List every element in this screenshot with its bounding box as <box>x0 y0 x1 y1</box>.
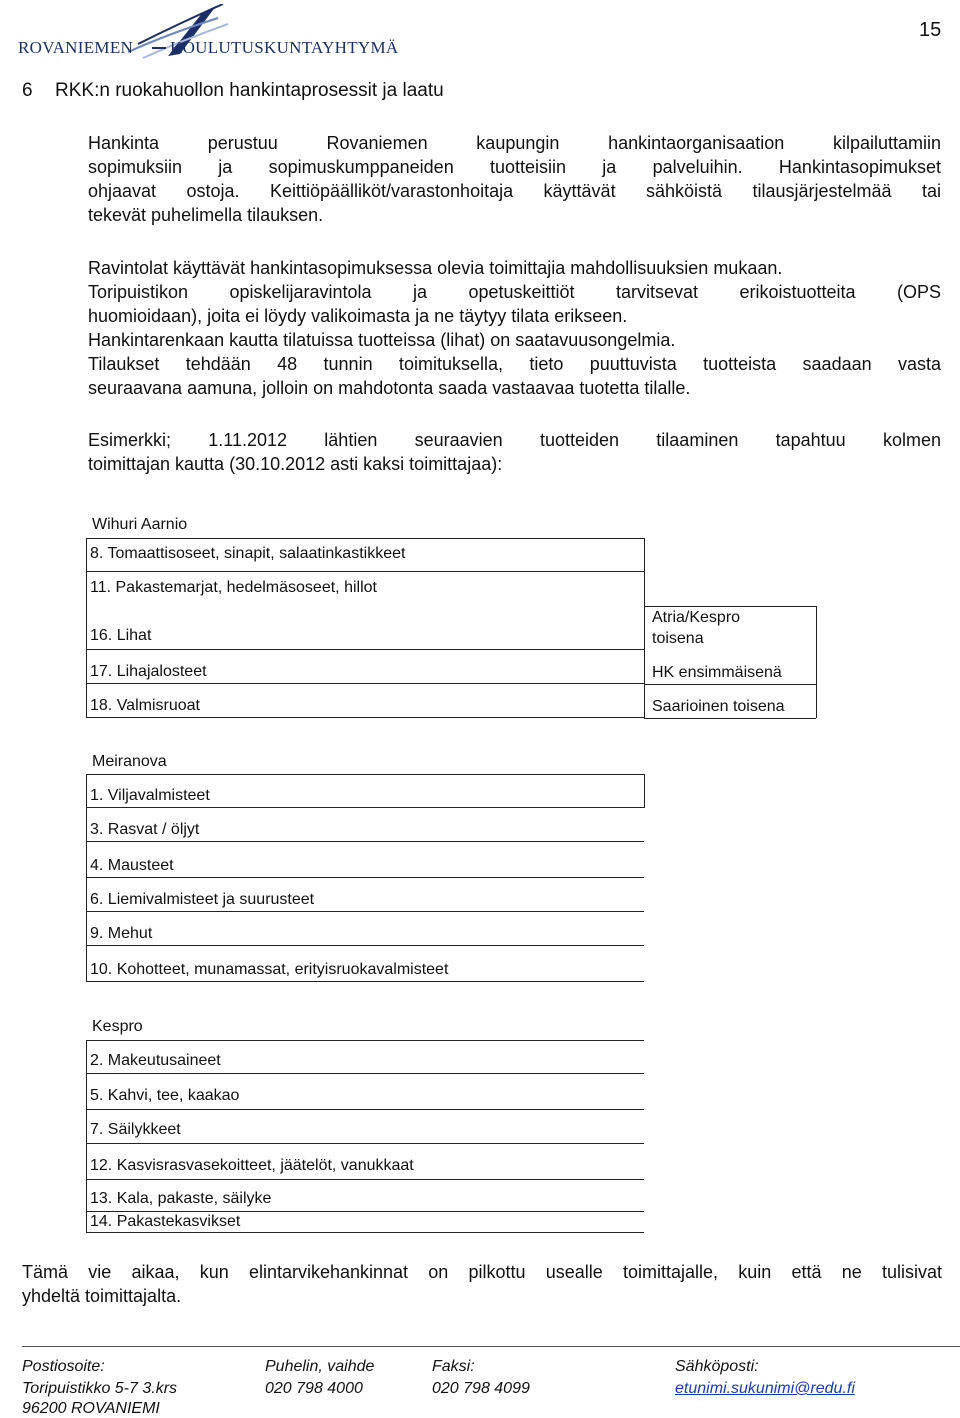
alternate-supplier-line: Atria/Kespro <box>652 609 741 626</box>
text-line: Hankinta perustuu Rovaniemen kaupungin hankintaorganisaation kilpailuttamiin <box>88 133 941 153</box>
footer-fax-label: Faksi: <box>432 1358 475 1375</box>
table-row: 18. Valmisruoat <box>86 684 644 718</box>
text-line: toimittajan kautta (30.10.2012 asti kaksi toimittajaa): <box>88 454 503 474</box>
table-rule <box>644 774 645 808</box>
logo <box>18 4 399 62</box>
alternate-supplier-valmisruoat: Saarioinen toisena <box>652 698 785 715</box>
text-line: Toripuistikon opiskelijaravintola ja opetuskeittiöt tarvitsevat erikoistuotteita (OPS <box>88 282 941 302</box>
section-title: RKK:n ruokahuollon hankintaprosessit ja laatu <box>55 80 444 101</box>
table-rule <box>644 718 816 719</box>
table-row: 8. Tomaattisoseet, sinapit, salaatinkastikkeet <box>86 538 644 572</box>
alternate-supplier-lihat <box>652 607 812 649</box>
supplier-title-wihuri: Wihuri Aarnio <box>92 516 188 533</box>
alternate-supplier-line: toisena <box>652 630 704 647</box>
supplier-title-kespro: Kespro <box>92 1018 143 1035</box>
table-row: 10. Kohotteet, munamassat, erityisruokavalmisteet <box>86 946 644 982</box>
table-rule <box>816 606 817 718</box>
table-row: 12. Kasvisrasvasekoitteet, jäätelöt, vanukkaat <box>86 1144 644 1180</box>
logo-text-left: ROVANIEMEN <box>18 38 134 57</box>
table-row: 4. Mausteet <box>86 842 644 878</box>
footer-email-link[interactable]: etunimi.sukunimi@redu.fi <box>675 1380 855 1397</box>
table-row: 13. Kala, pakaste, säilyke <box>86 1180 644 1212</box>
footer-divider <box>22 1346 960 1347</box>
table-row: 5. Kahvi, tee, kaakao <box>86 1074 644 1110</box>
footer-phone-label: Puhelin, vaihde <box>265 1358 375 1375</box>
page-number: 15 <box>919 19 942 41</box>
table-row: 2. Makeutusaineet <box>86 1040 644 1074</box>
table-rule <box>644 538 645 718</box>
table-row: 3. Rasvat / öljyt <box>86 808 644 842</box>
text-line: Tämä vie aikaa, kun elintarvikehankinnat on pilkottu usealle toimittajalle, kuin että ne tulisivat <box>22 1262 942 1282</box>
text-line: ohjaavat ostoja. Keittiöpäälliköt/varastonhoitaja käyttävät sähköistä tilausjärjestelmää tai <box>88 181 941 201</box>
text-line: huomioidaan), joita ei löydy valikoimasta ja ne täytyy tilata erikseen. <box>88 306 628 326</box>
section-number: 6 <box>22 80 33 101</box>
table-row: 6. Liemivalmisteet ja suurusteet <box>86 878 644 912</box>
text-line: Tilaukset tehdään 48 tunnin toimituksella, tieto puuttuvista tuotteista saadaan vasta <box>88 354 941 374</box>
text-line: sopimuksiin ja sopimuskumppaneiden tuotteisiin ja palveluihin. Hankintasopimukset <box>88 157 941 177</box>
table-row: 17. Lihajalosteet <box>86 650 644 684</box>
paragraph-closing <box>22 1260 942 1308</box>
text-line: yhdeltä toimittajalta. <box>22 1286 182 1306</box>
table-row: 14. Pakastekasvikset <box>86 1212 644 1233</box>
footer-postal-label: Postiosoite: <box>22 1358 105 1375</box>
text-line: Esimerkki; 1.11.2012 lähtien seuraavien tuotteiden tilaaminen tapahtuu kolmen <box>88 430 941 450</box>
paragraph-restaurants <box>88 256 941 400</box>
logo-text-right: KOULUTUSKUNTAYHTYMÄ <box>170 38 399 57</box>
table-row: 9. Mehut <box>86 912 644 946</box>
table-row: 7. Säilykkeet <box>86 1110 644 1144</box>
alternate-supplier-lihajalosteet: HK ensimmäisenä <box>652 664 782 681</box>
footer-postal-street: Toripuistikko 5-7 3.krs <box>22 1380 178 1397</box>
text-line: Ravintolat käyttävät hankintasopimuksessa olevia toimittajia mahdollisuuksien mukaan. <box>88 258 783 278</box>
paragraph-example <box>88 428 941 476</box>
table-row: 1. Viljavalmisteet <box>86 774 644 808</box>
footer-fax: 020 798 4099 <box>432 1380 530 1397</box>
footer-email-label: Sähköposti: <box>675 1358 759 1375</box>
table-rule <box>644 684 816 685</box>
supplier-title-meiranova: Meiranova <box>92 753 167 770</box>
text-line: Hankintarenkaan kautta tilatuissa tuotteissa (lihat) on saatavuusongelmia. <box>88 330 676 350</box>
footer-phone: 020 798 4000 <box>265 1380 363 1397</box>
footer-postal-city: 96200 ROVANIEMI <box>22 1400 160 1417</box>
table-row: 16. Lihat <box>86 620 644 650</box>
table-row: 11. Pakastemarjat, hedelmäsoseet, hillot <box>90 579 377 596</box>
text-line: tekevät puhelimella tilauksen. <box>88 205 324 225</box>
paragraph-intro <box>88 131 941 227</box>
text-line: seuraavana aamuna, jolloin on mahdotonta saada vastaavaa tuotetta tilalle. <box>88 378 691 398</box>
